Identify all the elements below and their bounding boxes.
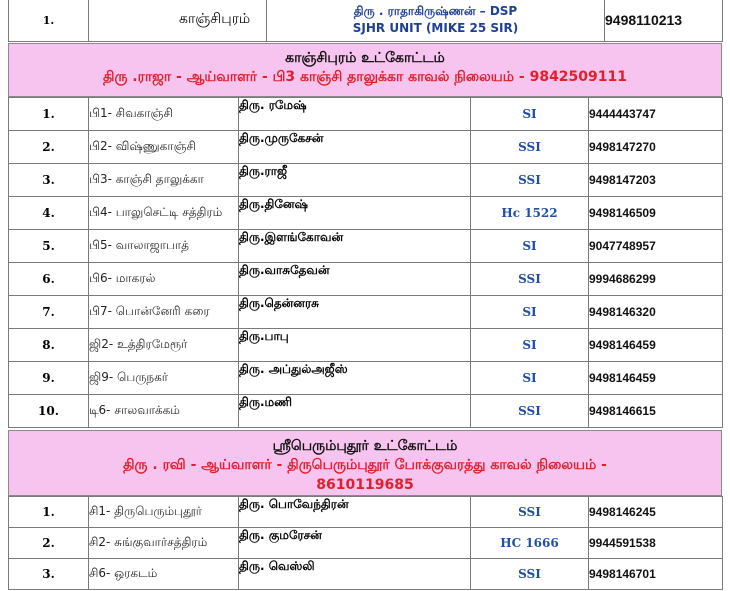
phone-number: 9444443747 [589,98,723,131]
row-number: 1. [9,497,89,528]
top-entry-table [8,0,723,42]
station-name: பி3- காஞ்சி தாலுக்கா [89,164,239,197]
phone-number: 9047748957 [589,230,723,263]
row-number: 1. [9,98,89,131]
dsp-officer [267,0,605,42]
row-number: 5. [9,230,89,263]
station-name: பி7- பொன்னேரி கரை [89,296,239,329]
table-row [9,164,723,197]
table-row [9,329,723,362]
row-number: 10. [9,395,89,428]
officer-name: திரு.வாசுதேவன் [239,263,471,296]
station-name: டி6- சாலவாக்கம் [89,395,239,428]
officer-name: திரு.முருகேசன் [239,131,471,164]
table-row [9,263,723,296]
section-title: காஞ்சிபுரம் உட்கோட்டம் [285,50,445,66]
officer-name: திரு. ரமேஷ் [239,98,471,131]
table-row [9,197,723,230]
row-number: 6. [9,263,89,296]
officer-rank: HC 1666 [471,528,589,559]
table-row [9,230,723,263]
row-number: 7. [9,296,89,329]
phone-number: 9498147270 [589,131,723,164]
phone-number: 9498110213 [605,0,723,42]
station-name: பி4- பாலுசெட்டி சத்திரம் [89,197,239,230]
section-title: ஸ்ரீபெரும்புதூர் உட்கோட்டம் [272,438,458,454]
section2-table [8,496,723,590]
top-entry-row [9,0,723,42]
section-contact-phone: 8610119685 [316,477,414,493]
section1-table [8,97,723,428]
phone-number: 9498146245 [589,497,723,528]
station-name: சி1- திருபெரும்புதூர் [89,497,239,528]
phone-number: 9498147203 [589,164,723,197]
officer-name: திரு. பொவேந்திரன் [239,497,471,528]
station-name: ஜி2- உத்திரமேரூர் [89,329,239,362]
row-number: 1. [9,0,89,42]
station-name: பி2- விஷ்ணுகாஞ்சி [89,131,239,164]
officer-rank: SSI [471,497,589,528]
officer-name: திரு. அப்துல்அஜீஸ் [239,362,471,395]
officer-name: திரு. குமரேசன் [239,528,471,559]
officer-name: திரு.மணி [239,395,471,428]
table-row [9,131,723,164]
row-number: 3. [9,559,89,590]
section-contact: திரு .ராஜா - ஆய்வாளர் - பி3 காஞ்சி தாலுக்கா காவல் நிலையம் - 9842509111 [102,69,627,85]
phone-number: 9994686299 [589,263,723,296]
table-row [9,497,723,528]
station-name: ஜி9- பெருநகர் [89,362,239,395]
section-header-kanchipuram [8,43,722,97]
officer-rank: SI [471,98,589,131]
officer-rank: SI [471,296,589,329]
station-name: பி6- மாகரல் [89,263,239,296]
phone-number: 9944591538 [589,528,723,559]
officer-rank: SI [471,230,589,263]
table-row [9,559,723,590]
station-name: பி5- வாலாஜாபாத் [89,230,239,263]
station-name: சி6- ஒரகடம் [89,559,239,590]
officer-name: திரு.தென்னரசு [239,296,471,329]
table-row [9,98,723,131]
section-contact: திரு . ரவி - ஆய்வாளர் - திருபெரும்புதூர் போக்குவரத்து காவல் நிலையம் - [123,457,607,473]
row-number: 3. [9,164,89,197]
phone-number: 9498146701 [589,559,723,590]
phone-number: 9498146320 [589,296,723,329]
area-name: காஞ்சிபுரம் [89,0,267,42]
row-number: 2. [9,528,89,559]
row-number: 8. [9,329,89,362]
row-number: 9. [9,362,89,395]
officer-rank: SSI [471,559,589,590]
phone-number: 9498146615 [589,395,723,428]
table-row [9,362,723,395]
officer-rank: SSI [471,164,589,197]
officer-name: திரு. வெஸ்லி [239,559,471,590]
officer-rank: SI [471,362,589,395]
dsp-officer-name: திரு . ராதாகிருஷ்ணன் – DSP [353,4,518,18]
officer-rank: SSI [471,395,589,428]
dsp-unit: SJHR UNIT (MIKE 25 SIR) [352,21,519,35]
phone-number: 9498146459 [589,329,723,362]
station-name: பி1- சிவகாஞ்சி [89,98,239,131]
officer-rank: SI [471,329,589,362]
table-row [9,528,723,559]
table-row [9,296,723,329]
officer-rank: SSI [471,131,589,164]
section-header-sriperumbudur [8,430,722,496]
officer-name: திரு.இளங்கோவன் [239,230,471,263]
station-name: சி2- சுங்குவார்சத்திரம் [89,528,239,559]
officer-name: திரு.ராஜீ [239,164,471,197]
phone-number: 9498146459 [589,362,723,395]
officer-name: திரு.பாபு [239,329,471,362]
row-number: 2. [9,131,89,164]
table-row [9,395,723,428]
officer-name: திரு.தினேஷ் [239,197,471,230]
phone-number: 9498146509 [589,197,723,230]
officer-rank: SSI [471,263,589,296]
officer-rank: Hc 1522 [471,197,589,230]
row-number: 4. [9,197,89,230]
